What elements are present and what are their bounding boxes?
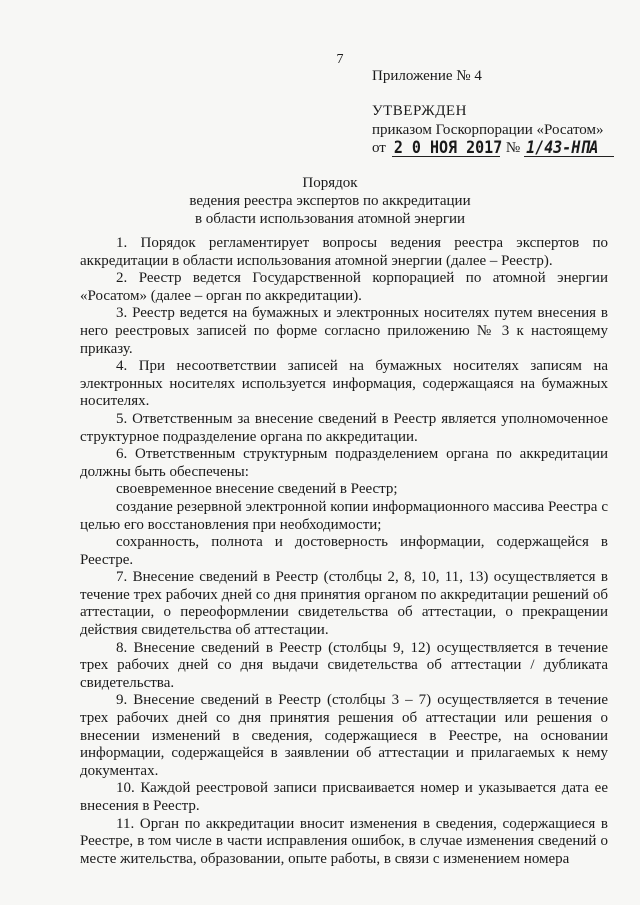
number-prefix: № bbox=[505, 140, 521, 156]
handwritten-number: 1/43-НПА bbox=[526, 136, 599, 158]
paragraph-4: 4. При несоответствии записей на бумажных носителях записям на электронных носителях используется информация, содержащаяся на бумажных носителях. bbox=[80, 358, 608, 410]
document-body bbox=[80, 235, 608, 868]
paragraph-6: 6. Ответственным структурным подразделением органа по аккредитации должны быть обеспечены: bbox=[80, 446, 608, 480]
paragraph-8: 8. Внесение сведений в Реестр (столбцы 9, 12) осуществляется в течение трех рабочих дней со дня выдачи свидетельства об аттестации / дубликата свидетельства. bbox=[80, 639, 608, 691]
title-line-2: ведения реестра экспертов по аккредитации bbox=[189, 193, 471, 209]
list-item-timely-entry: своевременное внесение сведений в Реестр; bbox=[116, 481, 398, 498]
date-field bbox=[392, 136, 503, 158]
handwritten-date: 2 0 НОЯ 2017 bbox=[393, 136, 503, 158]
page-number: 7 bbox=[336, 52, 344, 67]
paragraph-11: 11. Орган по аккредитации вносит изменения в сведения, содержащиеся в Реестре, в том числе в части исправления ошибок, в случае изменения сведений о месте жительства, образовании, опыте работы, в связи с изменением номера bbox=[80, 815, 608, 867]
paragraph-9: 9. Внесение сведений в Реестр (столбцы 3 – 7) осуществляется в течение трех рабочих дней со дня принятия решения об аттестации или решения о внесении изменений в сведения, содержащиеся в Реестре, на основании информации, содержащейся в заявлении об аттестации и прилагаемых к нему документах. bbox=[80, 692, 608, 779]
list-item-integrity: сохранность, полнота и достоверность информации, содержащейся в Реестре. bbox=[80, 534, 608, 568]
order-by-text: приказом Госкорпорации «Росатом» bbox=[372, 122, 604, 138]
paragraph-5: 5. Ответственным за внесение сведений в Реестр является уполномоченное структурное подразделение органа по аккредитации. bbox=[80, 410, 608, 445]
date-prefix: от bbox=[372, 140, 386, 156]
paragraph-2: 2. Реестр ведется Государственной корпорацией по атомной энергии «Росатом» (далее – орган по аккредитации). bbox=[80, 270, 608, 304]
title-line-3: в области использования атомной энергии bbox=[194, 211, 466, 227]
paragraph-10: 10. Каждой реестровой записи присваивается номер и указывается дата ее внесения в Реестр. bbox=[80, 780, 608, 814]
paragraph-1: 1. Порядок регламентирует вопросы ведения реестра экспертов по аккредитации в области использования атомной энергии (далее – Реестр). bbox=[80, 235, 608, 269]
approval-block bbox=[372, 103, 614, 157]
paragraph-7: 7. Внесение сведений в Реестр (столбцы 2, 8, 10, 11, 13) осуществляется в течение трех рабочих дней со дня принятия органом по аккредитации решений об аттестации, о переоформлении свидетельства об аттестации, о прекращении действия свидетельства об аттестации. bbox=[80, 569, 608, 639]
approved-label: УТВЕРЖДЕН bbox=[372, 103, 467, 119]
list-item-backup-copy: создание резервной электронной копии информационного массива Реестра с целью его восстановления при необходимости; bbox=[80, 498, 608, 533]
document-title bbox=[0, 174, 640, 228]
number-field bbox=[524, 136, 614, 158]
title-line-1: Порядок bbox=[302, 175, 358, 191]
order-date-number-line bbox=[372, 136, 614, 158]
paragraph-3: 3. Реестр ведется на бумажных и электронных носителях путем внесения в него реестровых записей по форме согласно приложению № 3 к настоящему приказу. bbox=[80, 305, 608, 357]
appendix-label: Приложение № 4 bbox=[372, 68, 482, 84]
